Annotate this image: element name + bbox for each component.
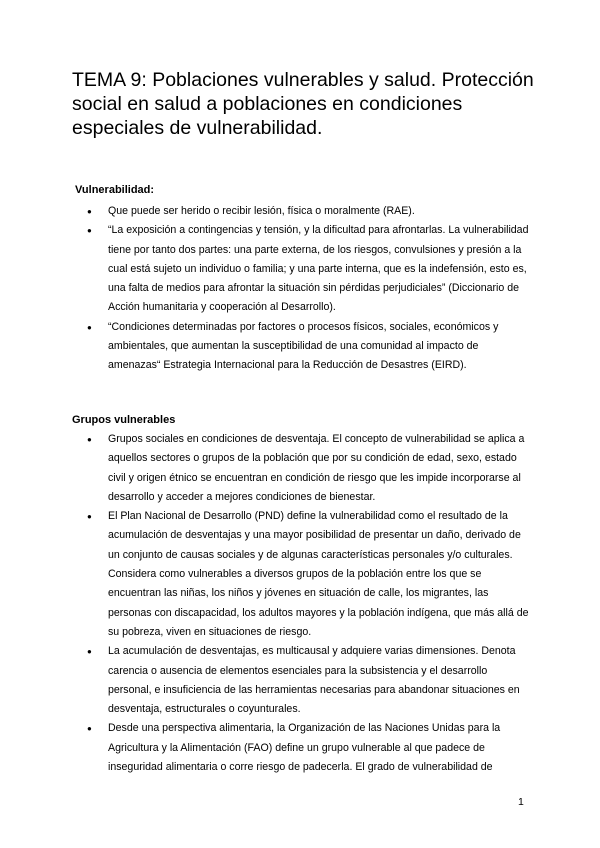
list-item: ● “Condiciones determinadas por factores o procesos físicos, sociales, económicos y ambientales, que aumentan la susceptibilidad de una comunidad al impacto de amenazas“ Estrategia Internacional para la Reducción de Desastres (EIRD).: [72, 318, 530, 376]
list-item: ● La acumulación de desventajas, es multicausal y adquiere varias dimensiones. Denota carencia o ausencia de elementos esenciales para la subsistencia y el desarrollo personal, e insuficiencia de las herramientas necesarias para abandonar situaciones en desventaja, estructurales o coyunturales.: [72, 642, 530, 719]
document-title: TEMA 9: Poblaciones vulnerables y salud. Protección social en salud a poblaciones en condiciones especiales de vulnerabilidad.: [72, 69, 534, 139]
section-heading-grupos-vulnerables: Grupos vulnerables: [72, 414, 176, 426]
list-item: ● Que puede ser herido o recibir lesión, física o moralmente (RAE).: [72, 202, 530, 221]
list-item: ● Grupos sociales en condiciones de desventaja. El concepto de vulnerabilidad se aplica a aquellos sectores o grupos de la población que por su condición de edad, sexo, estado civil y origen étnico se encuentran en condición de riesgo que les impide incorporarse al desarrollo y acceder a mejores condiciones de bienestar.: [72, 430, 530, 507]
list-item: ● Desde una perspectiva alimentaria, la Organización de las Naciones Unidas para la Agricultura y la Alimentación (FAO) define un grupo vulnerable al que padece de inseguridad alimentaria o corre riesgo de padecerla. El grado de vulnerabilidad de: [72, 719, 530, 777]
list-item: ● “La exposición a contingencias y tensión, y la dificultad para afrontarlas. La vulnerabilidad tiene por tanto dos partes: una parte externa, de los riesgos, convulsiones y presión a la cual está sujeto un individuo o familia; y una parte interna, que es la indefensión, esto es, una falta de medios para afrontar la situación sin pérdidas perjudiciales” (Diccionario de Acción humanitaria y cooperación al Desarrollo).: [72, 221, 530, 317]
vulnerabilidad-list: [72, 202, 530, 376]
page-number: 1: [518, 796, 524, 808]
section-heading-vulnerabilidad: Vulnerabilidad:: [75, 184, 155, 196]
grupos-vulnerables-list: [72, 430, 530, 777]
list-item: ● El Plan Nacional de Desarrollo (PND) define la vulnerabilidad como el resultado de la acumulación de desventajas y una mayor posibilidad de presentar un daño, derivado de un conjunto de causas sociales y de algunas características personales y/o culturales. Considera como vulnerables a diversos grupos de la población entre los que se encuentran las niñas, los niños y jóvenes en situación de calle, los migrantes, las personas con discapacidad, los adultos mayores y la población indígena, que más allá de su pobreza, viven en situaciones de riesgo.: [72, 507, 530, 642]
